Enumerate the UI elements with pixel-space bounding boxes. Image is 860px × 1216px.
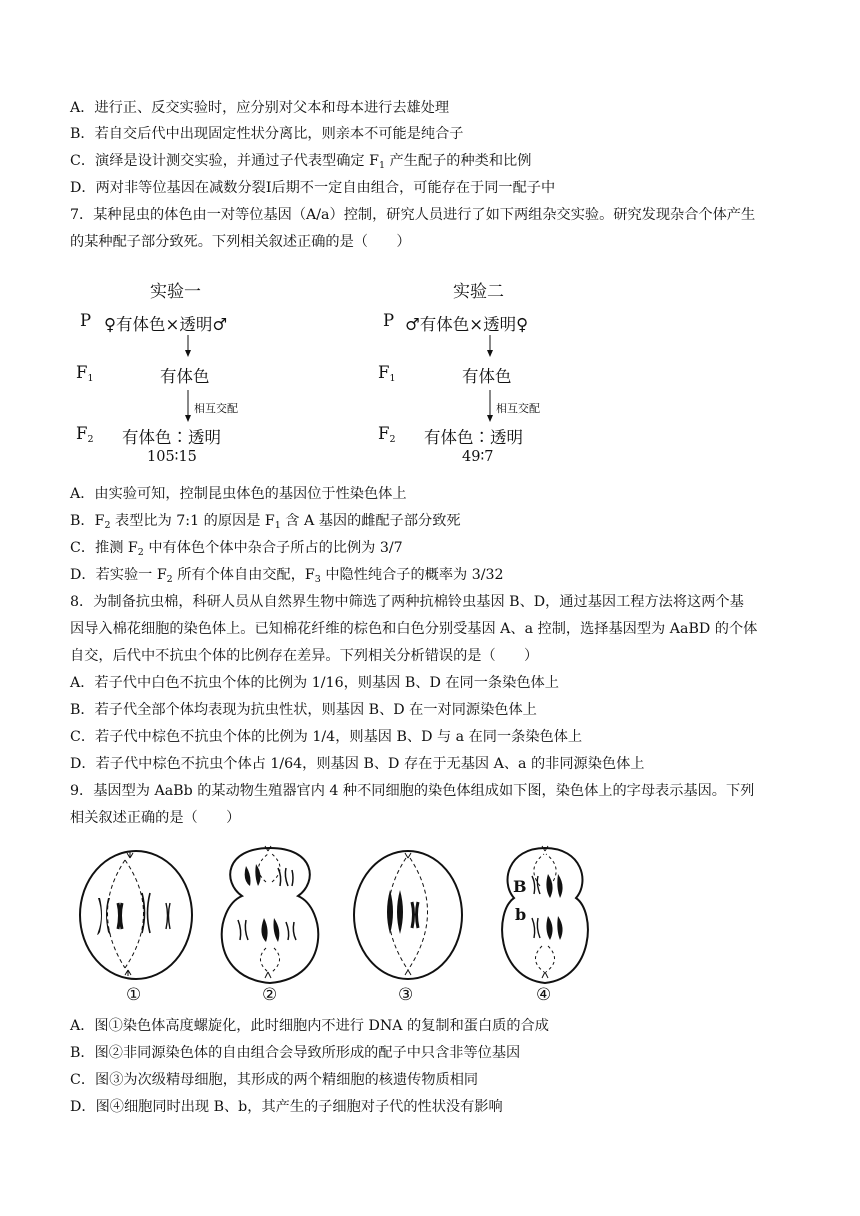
exp1-f2-pheno: 有体色∶透明 [122,428,221,447]
exp1-mating: 相互交配 [194,402,238,415]
figure-label-2: ② [262,985,278,1005]
cell-division-figure [70,838,610,1008]
cell-1-diagram [80,851,192,979]
q7c-sub: 2 [137,547,144,558]
q7-stem-line2: 的某种配子部分致死。下列相关叙述正确的是（ ） [70,234,411,250]
q7-option-b [70,511,461,536]
figure-label-4: ④ [536,985,552,1005]
q7b-pre: B．F [70,513,105,529]
cell-2-diagram [222,846,319,983]
exp2-f1-label [378,363,396,384]
q7d-sub: 2 [166,574,173,585]
q9-stem-line2: 相关叙述正确的是（ ） [70,810,241,826]
q8-option-a: A．若子代中白色不抗虫个体的比例为 1/16，则基因 B、D 在同一条染色体上 [70,675,559,691]
exp1-arrow-2 [182,390,194,424]
q6c-post: 产生配子的种类和比例 [385,153,532,169]
exp1-f1-pheno: 有体色 [160,367,210,386]
q6-option-c [70,151,531,176]
exp2-p-label: P [383,311,395,330]
figure-label-3: ③ [398,985,414,1005]
exp1-title: 实验一 [150,282,201,302]
q8-option-c: C．若子代中棕色不抗虫个体的比例为 1/4，则基因 B、D 与 a 在同一条染色体上 [70,729,583,745]
q7-option-c [70,538,403,563]
exp2-f1-letter: F [378,363,390,382]
q9-stem-line1: 9．基因型为 AaBb 的某动物生殖器官内 4 种不同细胞的染色体组成如下图，染色体上的字母表示基因。下列 [70,783,755,799]
exp1-f2-sub: 2 [87,434,94,445]
q7c-pre: C．推测 F [70,540,138,556]
exp2-f1-sub: 1 [389,373,396,384]
exp2-mating: 相互交配 [496,402,540,415]
gene-label-b: b [515,905,527,924]
q8-option-b: B．若子代全部个体均表现为抗虫性状，则基因 B、D 在一对同源染色体上 [70,702,537,718]
q7d-pre: D．若实验一 F [70,567,167,583]
q7-option-d [70,565,504,590]
q7b-sub: 2 [104,520,111,531]
q7b-mid: 表型比为 7:1 的原因是 F [110,513,275,529]
exp1-f2-ratio: 105∶15 [147,449,197,465]
figure-label-1: ① [126,985,142,1005]
exp1-f1-letter: F [76,363,88,382]
q7d-mid: 所有个体自由交配，F [172,567,315,583]
q6-option-d: D．两对非等位基因在减数分裂Ⅰ后期不一定自由组合，可能存在于同一配子中 [70,180,556,196]
exp1-f2-label [76,424,94,445]
exp2-f1-pheno: 有体色 [462,367,512,386]
q8-stem-line2: 因导入棉花细胞的染色体上。已知棉花纤维的棕色和白色分别受基因 A、a 控制，选择基因型为 AaBD 的个体 [70,621,758,637]
gene-label-B: B [513,877,527,896]
exp1-p-label: P [80,311,92,330]
exp2-f2-ratio: 49∶7 [462,449,494,465]
exp2-arrow-2 [484,390,496,424]
exp2-f2-letter: F [378,424,390,443]
exp2-f2-sub: 2 [389,434,396,445]
exp2-f2-label [378,424,396,445]
exp1-p-cross: ♀有体色×透明♂ [104,315,228,334]
exp1-f2-letter: F [76,424,88,443]
cell-3-diagram [354,851,462,979]
q6-option-a: A．进行正、反交实验时，应分别对父本和母本进行去雄处理 [70,100,450,116]
exp2-f2-pheno: 有体色∶透明 [424,428,523,447]
q8-stem-line1: 8．为制备抗虫棉，科研人员从自然界生物中筛选了两种抗棉铃虫基因 B、D，通过基因工程方法将这两个基 [70,594,744,610]
exp2-arrow-1 [484,335,496,359]
q9-option-a: A．图①染色体高度螺旋化，此时细胞内不进行 DNA 的复制和蛋白质的合成 [70,1018,549,1034]
q7-option-a: A．由实验可知，控制昆虫体色的基因位于性染色体上 [70,486,407,502]
q6-option-b: B．若自交后代中出现固定性状分离比，则亲本不可能是纯合子 [70,126,464,142]
q7d-sub2: 3 [314,574,321,585]
q8-stem-line3: 自交，后代中不抗虫个体的比例存在差异。下列相关分析错误的是（ ） [70,648,539,664]
q7d-post: 中隐性纯合子的概率为 3/32 [320,567,504,583]
exp1-f1-label [76,363,94,384]
q6c-sub: 1 [378,160,386,171]
q9-option-b: B．图②非同源染色体的自由组合会导致所形成的配子中只含非等位基因 [70,1045,521,1061]
q7b-post: 含 A 基因的雌配子部分致死 [280,513,461,529]
q7b-sub2: 1 [274,520,281,531]
q9-option-c: C．图③为次级精母细胞，其形成的两个精细胞的核遗传物质相同 [70,1072,479,1088]
exp1-arrow-1 [182,335,194,359]
exp2-p-cross: ♂有体色×透明♀ [405,315,529,334]
q7-stem-line1: 7．某种昆虫的体色由一对等位基因（A/a）控制，研究人员进行了如下两组杂交实验。研究发现杂合个体产生 [70,207,756,223]
q6c-pre: C．演绎是设计测交实验，并通过子代表型确定 F [70,153,379,169]
q7c-post: 中有体色个体中杂合子所占的比例为 3/7 [143,540,403,556]
exp2-title: 实验二 [453,282,504,302]
exp1-f1-sub: 1 [87,373,94,384]
q8-option-d: D．若子代中棕色不抗虫个体占 1/64，则基因 B、D 存在于无基因 A、a 的非同源染色体上 [70,756,645,772]
q9-option-d: D．图④细胞同时出现 B、b，其产生的子细胞对子代的性状没有影响 [70,1099,503,1115]
